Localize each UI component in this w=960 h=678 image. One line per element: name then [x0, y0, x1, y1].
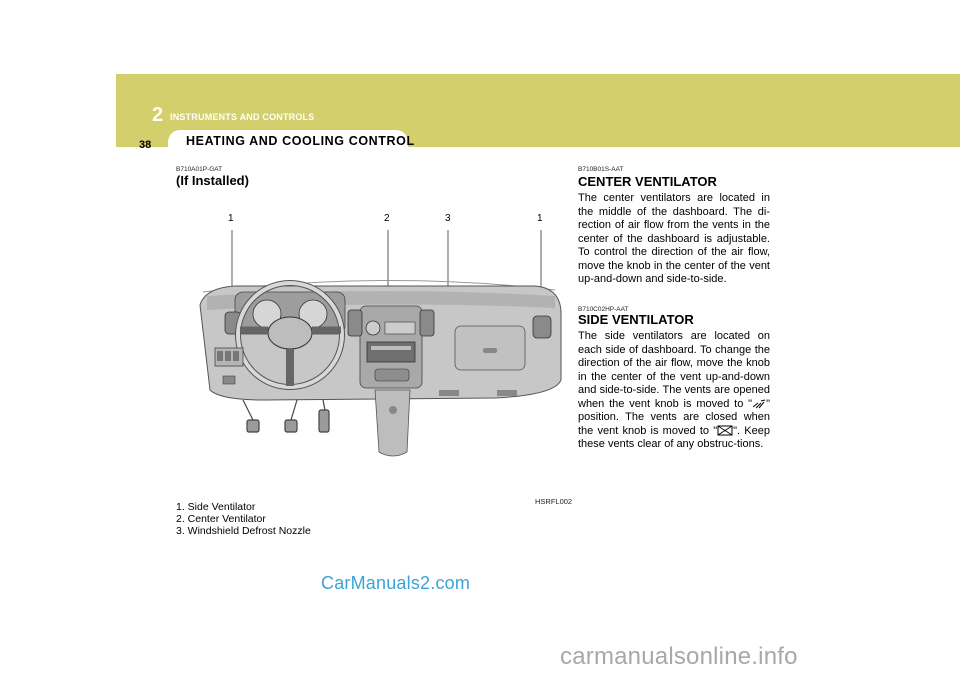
audio-unit	[367, 342, 415, 362]
pedals	[243, 400, 329, 432]
chapter-number: 2	[152, 104, 164, 126]
legend-item: 3. Windshield Defrost Nozzle	[176, 525, 311, 537]
left-subtitle: (If Installed)	[176, 173, 249, 188]
vent-open-icon	[752, 398, 766, 409]
center-ventilator-heading: CENTER VENTILATOR	[578, 174, 717, 189]
lower-console	[375, 390, 410, 456]
dashboard-illustration	[195, 230, 565, 470]
side-ventilator-heading: SIDE VENTILATOR	[578, 312, 694, 327]
figure-id: HSRFL002	[535, 497, 573, 506]
callout-3: 3	[445, 213, 451, 224]
callout-1-left: 1	[228, 213, 234, 224]
left-reference-code: B710A01P-GAT	[176, 166, 223, 173]
center-vent-left	[348, 310, 362, 336]
figure-legend	[176, 501, 311, 537]
legend-item: 1. Side Ventilator	[176, 501, 256, 513]
section-title: HEATING AND COOLING CONTROL	[186, 134, 415, 148]
callout-2: 2	[384, 213, 390, 224]
chapter-title: INSTRUMENTS AND CONTROLS	[170, 112, 315, 122]
callout-1-right: 1	[537, 213, 543, 224]
vent-closed-icon	[717, 425, 733, 436]
watermark-carmanuals2[interactable]: CarManuals2.com	[321, 573, 471, 593]
side-body-part-a: The side ventilators are located on each side of dashboard. To change the direction of the air flow, move the knob in the center of the vent up-and-down and side-to-side. The vents are opened when the vent knob is moved to "	[578, 330, 770, 410]
center-vent-right	[420, 310, 434, 336]
page-number: 38	[139, 139, 152, 151]
side-body-part-b: " position. The vents are closed when the vent knob is moved to "	[578, 397, 770, 437]
center-ventilator-body: The center ventilators are located in the middle of the dashboard. The di-rection of air flow from the vents in the center of the dashboard is adjustable. To control the direction of the air flow, move the knob in the center of the vent up-and-down and side-to-side.	[578, 192, 770, 285]
side-ventilator-body	[578, 330, 770, 452]
legend-item: 2. Center Ventilator	[176, 513, 266, 525]
watermark-carmanualsonline[interactable]: carmanualsonline.info	[560, 643, 798, 670]
side-ventilator-code: B710C02HP-AAT	[578, 306, 629, 313]
side-body-part-c: ". Keep these vents clear of any obstruc-tions.	[578, 424, 771, 450]
center-ventilator-code: B710B01S-AAT	[578, 166, 624, 173]
right-side-vent	[533, 316, 551, 338]
